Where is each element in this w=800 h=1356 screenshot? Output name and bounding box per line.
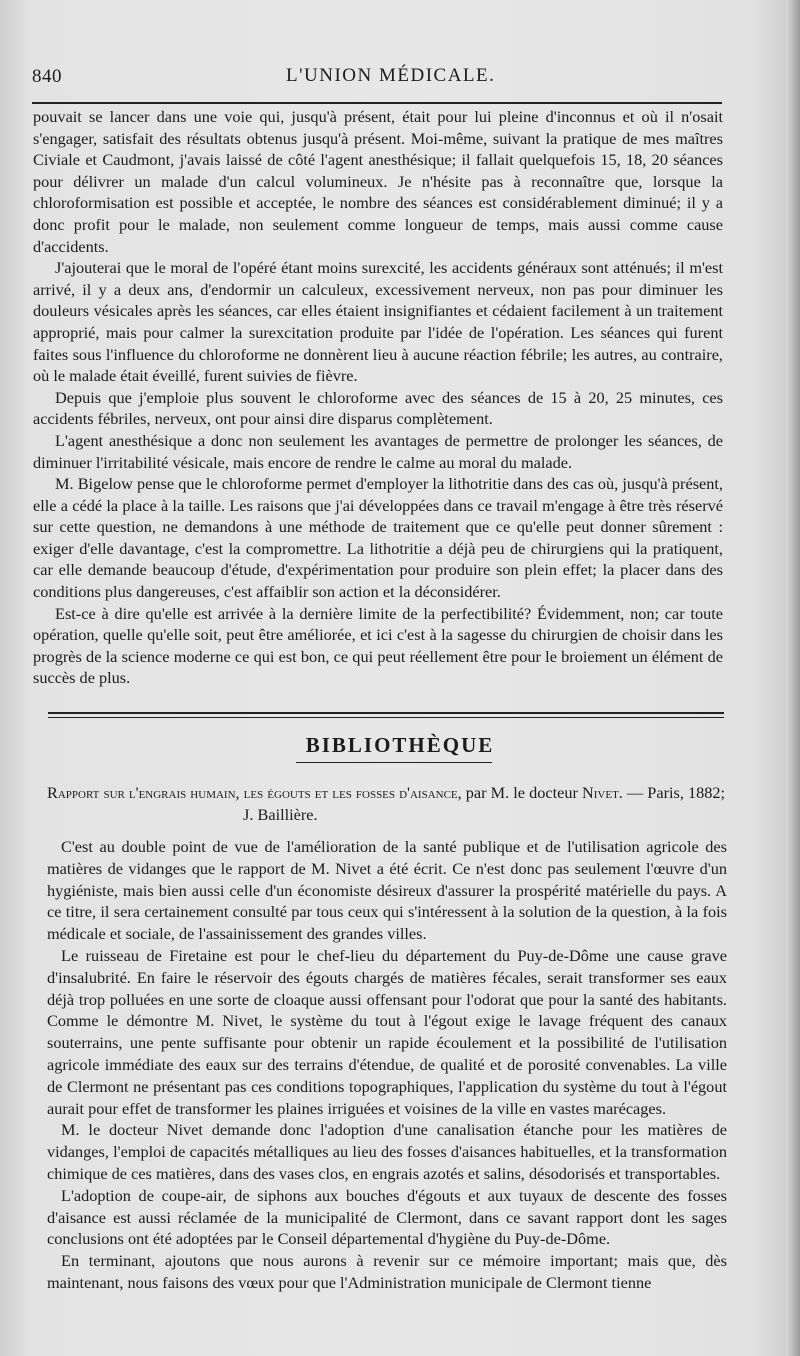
page-header [0, 62, 800, 92]
paragraph: Est-ce à dire qu'elle est arrivée à la dernière limite de la perfectibilité? Évidemment, non; car toute opération, quelle qu'elle soit, peut être améliorée, et ici c'est à la sagesse du chirurgien de choisir dans les progrès de la science moderne ce qui est bon, ce qui peut réellement être pour le broiement un élément de succès de plus. [33, 603, 723, 688]
header-rule [32, 102, 722, 104]
section-rule-thick [48, 712, 724, 714]
running-head: L'UNION MÉDICALE. [286, 65, 496, 86]
review-author-prefix: par M. le docteur [461, 783, 582, 802]
article-continuation [33, 106, 723, 689]
paragraph: M. Bigelow pense que le chloroforme permet d'employer la lithotritie dans des cas où, jusqu'à présent, elle a cédé la place à la taille. Les raisons que j'ai développées dans ce travail m'engage à être très réservé sur cette question, ne demandons à une méthode de traitement que ce qu'elle peut donner sûrement : exiger d'elle davantage, c'est la compromettre. La lithotritie a déjà peu de chirurgiens qui la pratiquent, car elle demande beaucoup d'étude, d'expérimentation pour produire son plein effet; la placer dans des conditions plus dangereuses, c'est affaiblir son action et la déconsidérer. [33, 474, 723, 602]
paragraph: L'adoption de coupe-air, de siphons aux bouches d'égouts et aux tuyaux de descente des fosses d'aisance est aussi réclamée de la municipalité de Clermont, dans ce savant rapport dont les sages conclusions ont été adoptées par le Conseil départemental d'hygiène du Puy-de-Dôme. [47, 1185, 727, 1249]
paragraph: J'ajouterai que le moral de l'opéré étant moins surexcité, les accidents généraux sont atténués; il m'est arrivé, il y a deux ans, d'endormir un calculeux, excessivement nerveux, non pas pour diminuer les douleurs vésicales après les séances, car elles étaient insignifiantes et cédaient facilement à un traitement approprié, mais pour calmer la surexcitation produite par l'idée de l'opération. Les séances qui furent faites sous l'influence du chloroforme ne donnèrent lieu à aucune réaction fébrile; les autres, au contraire, où le malade était éveillé, furent suivies de fièvre. [33, 258, 723, 386]
paragraph: Depuis que j'emploie plus souvent le chloroforme avec des séances de 15 à 20, 25 minutes, ces accidents fébriles, nerveux, ont pour ainsi dire disparus complètement. [33, 387, 723, 429]
page-edge-shadow [786, 0, 800, 1356]
section-title-rule [296, 762, 492, 763]
paragraph: L'agent anesthésique a donc non seulement les avantages de permettre de prolonger les séances, de diminuer l'irritabilité vésicale, mais encore de rendre le calme au moral du malade. [33, 430, 723, 472]
section-title: BIBLIOTHÈQUE [305, 733, 495, 757]
review-body [47, 836, 727, 1294]
review-report-title: Rapport sur l'engrais humain, les égouts et les fosses d'aisance, [47, 783, 462, 802]
section-rule-thin [48, 717, 724, 718]
review-heading [47, 782, 727, 826]
page-number: 840 [32, 66, 62, 87]
review-publication: — Paris, 1882; J. Baillière. [243, 783, 726, 824]
paragraph: pouvait se lancer dans une voie qui, jusqu'à présent, était pour lui pleine d'inconnus et où il n'osait s'engager, satisfait des résultats obtenus jusqu'à présent. Moi-même, suivant la pratique de mes maîtres Civiale et Caudmont, j'avais laissé de côté l'agent anesthésique; il fallait quelquefois 15, 18, 20 séances pour délivrer un malade d'un calcul volumineux. Je n'hésite pas à reconnaître que, lorsque la chloroformisation est possible et acceptée, le nombre des séances est considérablement diminué; il y a donc profit pour le malade, non seulement comme longueur de temps, mais aussi comme cause d'accidents. [33, 107, 723, 256]
review-author: Nivet. [581, 783, 623, 802]
paragraph: C'est au double point de vue de l'amélioration de la santé publique et de l'utilisation agricole des matières de vidanges que le rapport de M. Nivet a été écrit. Ce n'est donc pas seulement l'œuvre d'un hygiéniste, mais bien aussi celle d'un économiste désireux d'assurer la prospérité matérielle du pays. A ce titre, il sera certainement consulté par tous ceux qui s'intéressent à la solution de la question, à la fois médicale et sociale, de l'assainissement des grandes villes. [47, 837, 727, 944]
paragraph: Le ruisseau de Firetaine est pour le chef-lieu du département du Puy-de-Dôme une cause grave d'insalubrité. En faire le réservoir des égouts chargés de matières fécales, serait transformer ses eaux déjà trop polluées en une sorte de cloaque aussi offensant pour l'odorat que pour la santé des habitants. Comme le démontre M. Nivet, le système du tout à l'égout exige le lavage fréquent des canaux souterrains, une pente suffisante pour obtenir un rapide écoulement et la possibilité de l'utilisation agricole immédiate des eaux sur des terrains d'étendue, de qualité et de porosité convenables. La ville de Clermont ne présentant pas ces conditions topographiques, l'application du système du tout à l'égout aurait pour effet de transformer les plaines irriguées et voisines de la ville en vastes marécages. [47, 945, 727, 1118]
paragraph: En terminant, ajoutons que nous aurons à revenir sur ce mémoire important; mais que, dès maintenant, nous faisons des vœux pour que l'Administration municipale de Clermont tienne [47, 1251, 727, 1292]
paragraph: M. le docteur Nivet demande donc l'adoption d'une canalisation étanche pour les matières de vidanges, l'emploi de capacités métalliques au lieu des fosses d'aisances habituelles, et la transformation chimique de ces matières, dans des vases clos, en engrais azotés et salins, désodorisés et transportables. [47, 1120, 727, 1183]
